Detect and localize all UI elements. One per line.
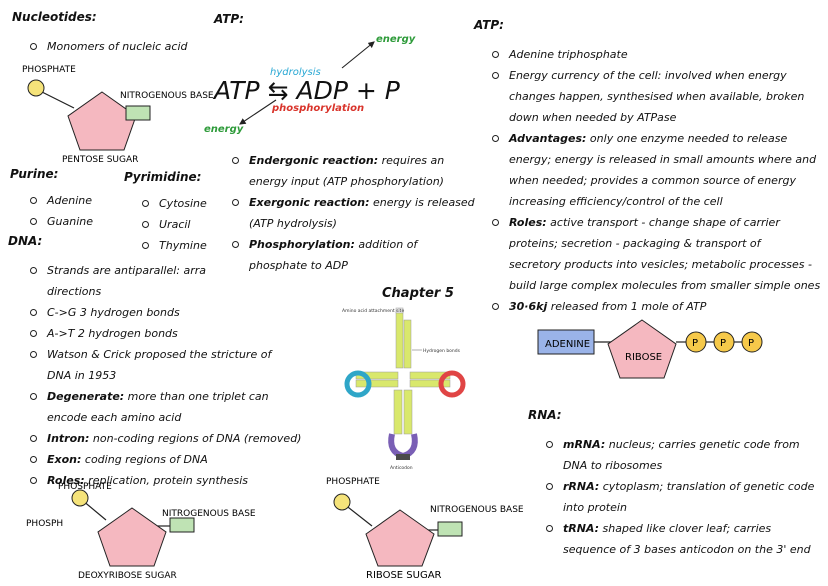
dna-list	[30, 260, 302, 491]
list-item-continuation	[492, 191, 822, 212]
term-label: Exergonic reaction:	[249, 196, 370, 209]
term-label: 30·6kj	[509, 300, 548, 313]
list-item	[546, 518, 824, 539]
energy-label-top: energy	[376, 34, 416, 45]
pentagon-sugar	[98, 508, 166, 566]
list-item-continuation	[492, 149, 822, 170]
dna-heading: DNA:	[8, 234, 43, 248]
term-text: shaped like clover leaf; carries	[599, 522, 772, 535]
list-item-continuation	[232, 171, 468, 192]
term-text: proteins; secretion - packaging & transport of	[509, 237, 761, 250]
term-text: only one enzyme needed to release	[586, 132, 788, 145]
list-item	[492, 212, 822, 233]
pyrimidine-heading: Pyrimidine:	[124, 170, 202, 184]
trna-diagram	[340, 306, 468, 474]
term-text: Adenine triphosphate	[509, 48, 628, 61]
list-item-continuation	[232, 213, 468, 234]
ribose-pentagon	[608, 320, 676, 378]
trna-amino-label: Amino acid attachment site	[342, 309, 405, 314]
term-text: A->T 2 hydrogen bonds	[47, 327, 178, 340]
base-rect	[170, 518, 194, 532]
list-item-continuation	[546, 539, 824, 560]
list-item: Adenine	[30, 190, 120, 211]
nucleotide-diagram	[14, 62, 214, 166]
term-text: build large complex molecules from smaller simple ones	[509, 279, 821, 292]
atp-info-list	[492, 44, 822, 317]
list-item	[30, 302, 230, 323]
energy-label-bottom: energy	[204, 124, 244, 135]
phosphate-label-left: PHOSPH	[26, 519, 64, 529]
list-item: Monomers of nucleic acid	[30, 36, 200, 57]
list-item-continuation	[492, 107, 822, 128]
term-text: active transport - change shape of carrier	[546, 216, 780, 229]
p-label: P	[720, 338, 727, 349]
atp-equation-diagram	[196, 28, 466, 148]
list-item: Uracil	[142, 214, 222, 235]
list-item	[492, 128, 822, 149]
list-item: Cytosine	[142, 193, 222, 214]
base-label: NITROGENOUS BASE	[430, 505, 524, 515]
phosphate-circle	[72, 490, 88, 506]
list-item-continuation	[546, 455, 824, 476]
list-item: Thymine	[142, 235, 222, 256]
list-item	[30, 344, 272, 365]
term-text: Energy currency of the cell: involved when energy	[509, 69, 787, 82]
ribose-label: RIBOSE	[625, 352, 663, 363]
trna-anticodon-label: Anticodon	[390, 466, 413, 471]
p-label: P	[692, 338, 699, 349]
term-text: energy; energy is released in small amounts where and	[509, 153, 817, 166]
rna-list	[546, 434, 824, 560]
term-label: Advantages:	[509, 132, 587, 145]
list-item	[232, 192, 475, 213]
adenine-label: ADENINE	[545, 339, 591, 350]
term-text: changes happen, synthesised when available, broken	[509, 90, 805, 103]
term-text: requires an	[378, 154, 445, 167]
list-item-continuation	[492, 233, 822, 254]
list-item	[492, 44, 822, 65]
term-text: directions	[47, 285, 102, 298]
list-item-continuation	[30, 407, 230, 428]
term-text: Watson & Crick proposed the stricture of	[47, 348, 272, 361]
list-item-continuation	[546, 497, 824, 518]
rna-heading: RNA:	[528, 408, 562, 422]
term-label: rRNA:	[563, 480, 600, 493]
term-label: Exon:	[47, 453, 82, 466]
term-label: Phosphorylation:	[249, 238, 355, 251]
term-text: released from 1 mole of ATP	[547, 300, 707, 313]
phosphate-circle	[28, 80, 44, 96]
sugar-label: PENTOSE SUGAR	[62, 155, 139, 165]
nucleotides-list	[30, 36, 200, 57]
list-item-continuation	[492, 254, 822, 275]
list-item	[30, 428, 302, 449]
term-label: mRNA:	[563, 438, 606, 451]
term-text: addition of	[354, 238, 418, 251]
phosphorylation-label: phosphorylation	[272, 103, 365, 114]
base-rect	[438, 522, 462, 536]
list-item-continuation	[232, 255, 468, 276]
term-label: Degenerate:	[47, 390, 125, 403]
pentagon-sugar	[366, 510, 434, 566]
list-item-continuation	[492, 86, 822, 107]
term-label: Endergonic reaction:	[249, 154, 379, 167]
term-text: into protein	[563, 501, 627, 514]
sugar-label: RIBOSE SUGAR	[366, 570, 442, 581]
term-label: Roles:	[47, 474, 85, 487]
term-text: coding regions of DNA	[81, 453, 208, 466]
nucleotides-heading: Nucleotides:	[12, 10, 97, 24]
sugar-label: DEOXYRIBOSE SUGAR	[78, 571, 177, 581]
chapter-title: Chapter 5	[382, 286, 454, 301]
list-item	[30, 386, 269, 407]
atp-molecule-diagram	[536, 316, 776, 386]
atp-equation: ATP ⇆ ADP + P	[214, 76, 400, 105]
purine-list	[30, 190, 120, 232]
term-text: phosphate to ADP	[249, 259, 348, 272]
list-item	[546, 476, 824, 497]
trna-hbond-label: Hydrogen bonds	[423, 349, 460, 354]
p-label: P	[748, 338, 755, 349]
term-text: energy is released	[369, 196, 475, 209]
list-item	[30, 323, 230, 344]
purine-heading: Purine:	[10, 167, 59, 181]
atp-heading-left: ATP:	[214, 12, 244, 26]
list-item	[30, 449, 230, 470]
phosphate-label: PHOSPHATE	[22, 65, 76, 75]
term-text: DNA to ribosomes	[563, 459, 663, 472]
term-text: more than one triplet can	[124, 390, 269, 403]
list-item-continuation	[30, 365, 230, 386]
phosphate-label: PHOSPHATE	[58, 482, 112, 492]
list-item	[492, 65, 822, 86]
deoxyribose-diagram	[10, 480, 256, 584]
list-item	[546, 434, 824, 455]
term-text: encode each amino acid	[47, 411, 182, 424]
term-text: down when needed by ATPase	[509, 111, 677, 124]
hydrolysis-label: hydrolysis	[270, 67, 321, 78]
phosphate-circle	[334, 494, 350, 510]
term-text: secretory products into vesicles; metabolic processes -	[509, 258, 813, 271]
ribose-sugar-diagram	[322, 470, 524, 582]
atp-reactions-list	[232, 150, 475, 276]
term-text: Strands are antiparallel: arra	[47, 264, 207, 277]
term-text: DNA in 1953	[47, 369, 117, 382]
atp-heading-right: ATP:	[474, 18, 504, 32]
term-text: increasing efficiency/control of the cell	[509, 195, 723, 208]
list-item-continuation	[30, 281, 230, 302]
term-text: C->G 3 hydrogen bonds	[47, 306, 180, 319]
phosphate-label: PHOSPHATE	[326, 477, 380, 487]
term-text: nucleus; carries genetic code from	[605, 438, 800, 451]
list-item-continuation	[492, 275, 822, 296]
term-text: replication, protein synthesis	[84, 474, 249, 487]
pyrimidine-list	[142, 193, 222, 256]
term-label: tRNA:	[563, 522, 600, 535]
term-label: Intron:	[47, 432, 90, 445]
term-text: when needed; provides a common source of energy	[509, 174, 796, 187]
list-item	[232, 234, 468, 255]
term-text: cytoplasm; translation of genetic code	[599, 480, 815, 493]
term-label: Roles:	[509, 216, 547, 229]
base-rect	[126, 106, 150, 120]
term-text: (ATP hydrolysis)	[249, 217, 337, 230]
base-label: NITROGENOUS BASE	[162, 509, 256, 519]
term-text: sequence of 3 bases anticodon on the 3' end	[563, 543, 811, 556]
list-item	[232, 150, 468, 171]
list-item-continuation	[492, 170, 822, 191]
term-text: non-coding regions of DNA (removed)	[89, 432, 302, 445]
base-label: NITROGENOUS BASE	[120, 91, 214, 101]
list-item	[30, 260, 230, 281]
list-item: Guanine	[30, 211, 120, 232]
list-item	[492, 296, 822, 317]
term-text: energy input (ATP phosphorylation)	[249, 175, 444, 188]
